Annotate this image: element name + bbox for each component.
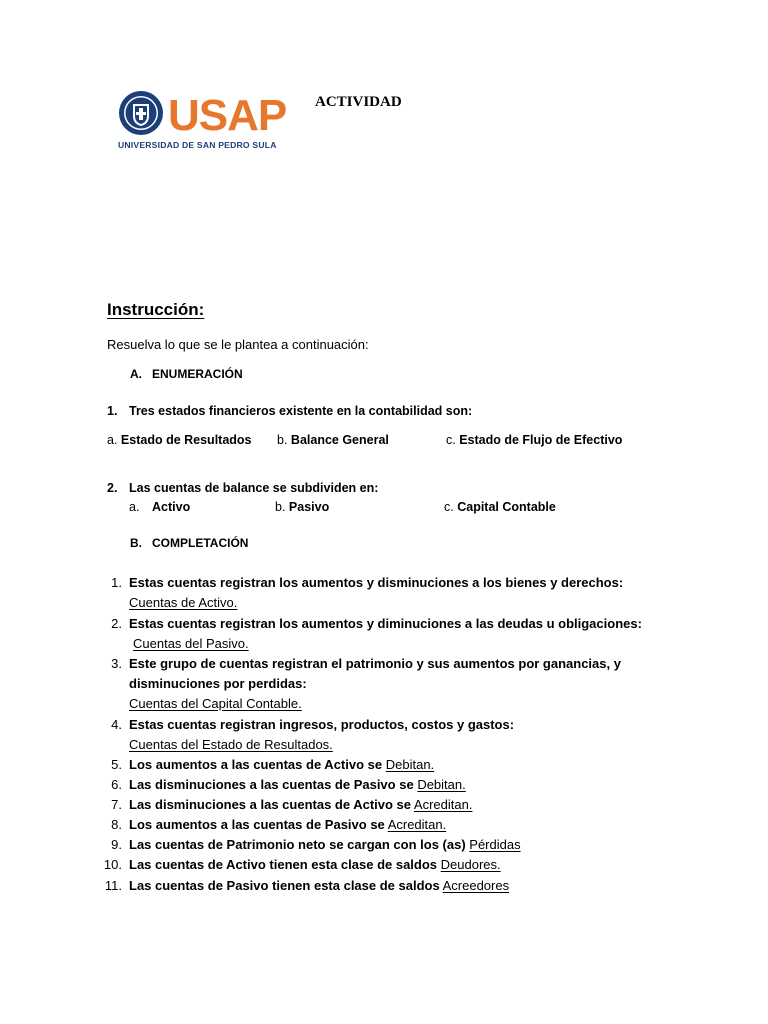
item-1-text: Estas cuentas registran los aumentos y disminuciones a los bienes y derechos: [129,575,624,590]
university-seal-icon [118,90,164,136]
item-10: Las cuentas de Activo tienen esta clase de saldos Deudores. [129,857,501,872]
item-5: Los aumentos a las cuentas de Activo se Debitan. [129,757,435,772]
q1-option-b: b. Balance General [277,433,389,447]
item-11: Las cuentas de Pasivo tienen esta clase de saldos Acreedores [129,878,510,893]
item-3-text: Este grupo de cuentas registran el patrimonio y sus aumentos por ganancias, y [129,656,621,671]
item-4-answer: Cuentas del Estado de Resultados. [129,737,333,752]
question-2-number: 2. [107,481,118,495]
question-1-text: Tres estados financieros existente en la contabilidad son: [129,404,473,418]
item-6: Las disminuciones a las cuentas de Pasivo se Debitan. [129,777,466,792]
q2-option-a-letter: a. [129,500,140,514]
university-logo [118,90,287,154]
section-a-title: ENUMERACIÓN [152,367,243,381]
item-11-number: 11. [104,878,122,893]
item-2-number: 2. [111,616,122,631]
item-2-text: Estas cuentas registran los aumentos y diminuciones a las deudas u obligaciones: [129,616,642,631]
item-1-answer: Cuentas de Activo. [129,595,238,610]
item-8: Los aumentos a las cuentas de Pasivo se Acreditan. [129,817,447,832]
item-4-number: 4. [111,717,122,732]
question-2-text: Las cuentas de balance se subdividen en: [129,481,379,495]
question-1-number: 1. [107,404,118,418]
q2-option-a-value: Activo [152,500,191,514]
section-b-title: COMPLETACIÓN [152,536,249,550]
item-7-number: 7. [111,797,122,812]
item-2-answer: Cuentas del Pasivo. [133,636,249,651]
q1-option-c: c. Estado de Flujo de Efectivo [446,433,623,447]
section-b-letter: B. [130,536,142,550]
item-6-number: 6. [111,777,122,792]
instruction-heading: Instrucción: [107,300,205,319]
instruction-text: Resuelva lo que se le plantea a continuación: [107,337,369,352]
item-7: Las disminuciones a las cuentas de Activo se Acreditan. [129,797,473,812]
q2-option-c: c. Capital Contable [444,500,556,514]
item-9-number: 9. [111,837,122,852]
q2-option-b: b. Pasivo [275,500,330,514]
item-1-number: 1. [111,575,122,590]
item-3-number: 3. [111,656,122,671]
item-3-answer: Cuentas del Capital Contable. [129,696,302,711]
q1-option-a: a. Estado de Resultados [107,433,252,447]
item-10-number: 10. [103,857,122,872]
document-title: ACTIVIDAD [315,94,402,110]
item-5-number: 5. [111,757,122,772]
logo-wordmark: USAP [168,91,287,140]
item-9: Las cuentas de Patrimonio neto se cargan con los (as) Pérdidas [129,837,521,852]
item-4-text: Estas cuentas registran ingresos, productos, costos y gastos: [129,717,515,732]
item-8-number: 8. [111,817,122,832]
logo-subtitle: UNIVERSIDAD DE SAN PEDRO SULA [118,140,277,150]
section-a-letter: A. [130,367,142,381]
item-3-text-cont: disminuciones por perdidas: [129,676,307,691]
